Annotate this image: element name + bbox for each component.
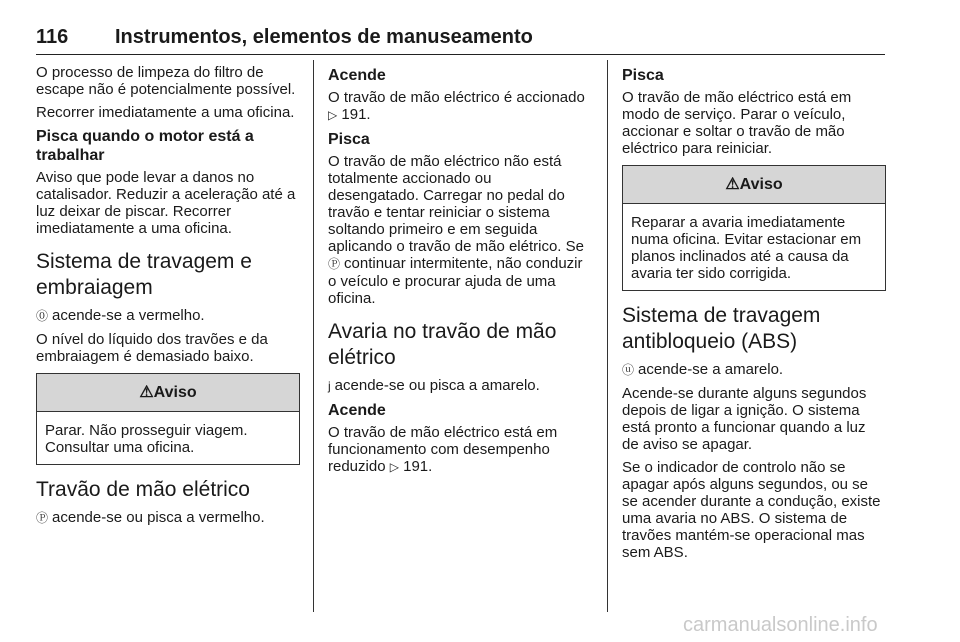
paragraph: O travão de mão eléctrico não está totalmente accionado ou desengatado. Carregar no pedal do travão e tentar reiniciar o sistema soltando primeiro e em seguida aplicando o travão de mão elétrico. Se Ⓟ continuar intermitente, não conduzir o veículo e procurar ajuda de uma oficina. [328,153,584,307]
subheading: Acende [328,67,386,84]
parking-brake-icon: Ⓟ [36,511,49,525]
section-heading: Sistema de travagem antibloqueio (ABS) [622,304,821,353]
column-1 [36,64,300,533]
column-divider [313,60,314,612]
page-ref-icon: ▷ [389,460,399,474]
page-ref-icon: ▷ [328,108,338,122]
paragraph: O travão de mão eléctrico está em funcionamento com desempenho reduzido ▷ 191. [328,424,558,475]
abs-icon: ⓤ [622,363,635,377]
subheading: Pisca quando o motor está a trabalhar [36,128,254,164]
section-heading: Avaria no travão de mão elétrico [328,320,557,369]
paragraph: O nível do líquido dos travões e da embraiagem é demasiado baixo. [36,331,268,365]
brake-warning-icon: ⓪ [36,309,49,323]
running-title: Instrumentos, elementos de manuseamento [115,26,533,48]
warning-box-header: ⚠Aviso [37,374,299,412]
paragraph: Acende-se durante alguns segundos depois de ligar a ignição. O sistema está pronto a funcionar quando a luz de aviso se apagar. [622,385,867,453]
paragraph: Aviso que pode levar a danos no catalisador. Reduzir a aceleração até a luz deixar de piscar. Recorrer imediatamente a uma oficina. [36,169,296,237]
paragraph: j acende-se ou pisca a amarelo. [328,377,540,394]
section-heading: Travão de mão elétrico [36,478,250,501]
warning-box [36,373,300,465]
page-ref: 191. [403,458,433,475]
column-divider [607,60,608,612]
warning-triangle-icon: ⚠ [139,384,154,401]
page-ref: 191. [341,106,371,123]
warning-text: Reparar a avaria imediatamente numa oficina. Evitar estacionar em planos inclinados até a causa da avaria ter sido corrigida. [631,214,862,282]
subheading: Pisca [328,131,370,148]
paragraph: O travão de mão eléctrico é accionado ▷ 191. [328,89,585,123]
paragraph: Se o indicador de controlo não se apagar após alguns segundos, ou se se acender durante a condução, existe uma avaria no ABS. O sistema de travões mantém-se operacional mas sem ABS. [622,459,881,561]
page-number: 116 [36,26,69,48]
parking-brake-icon: Ⓟ [328,257,341,271]
paragraph: Recorrer imediatamente a uma oficina. [36,104,295,121]
warning-text: Parar. Não prosseguir viagem. Consultar uma oficina. [45,422,248,456]
paragraph: ⓪ acende-se a vermelho. [36,307,205,324]
section-heading: Sistema de travagem e embraiagem [36,250,252,299]
page-header [36,20,885,55]
warning-box [622,165,886,291]
paragraph: O travão de mão eléctrico está em modo de serviço. Parar o veículo, accionar e soltar o travão de mão eléctrico para reiniciar. [622,89,852,157]
column-3 [622,64,886,567]
subheading: Pisca [622,67,664,84]
subheading: Acende [328,402,386,419]
brake-fault-icon: j [328,379,331,393]
watermark: carmanualsonline.info [683,614,878,636]
column-2 [328,64,586,482]
paragraph: Ⓟ acende-se ou pisca a vermelho. [36,509,265,526]
warning-triangle-icon: ⚠ [725,176,740,193]
paragraph: O processo de limpeza do filtro de escape não é potencialmente possível. [36,64,296,98]
warning-box-header: ⚠Aviso [623,166,885,204]
paragraph: ⓤ acende-se a amarelo. [622,361,784,378]
